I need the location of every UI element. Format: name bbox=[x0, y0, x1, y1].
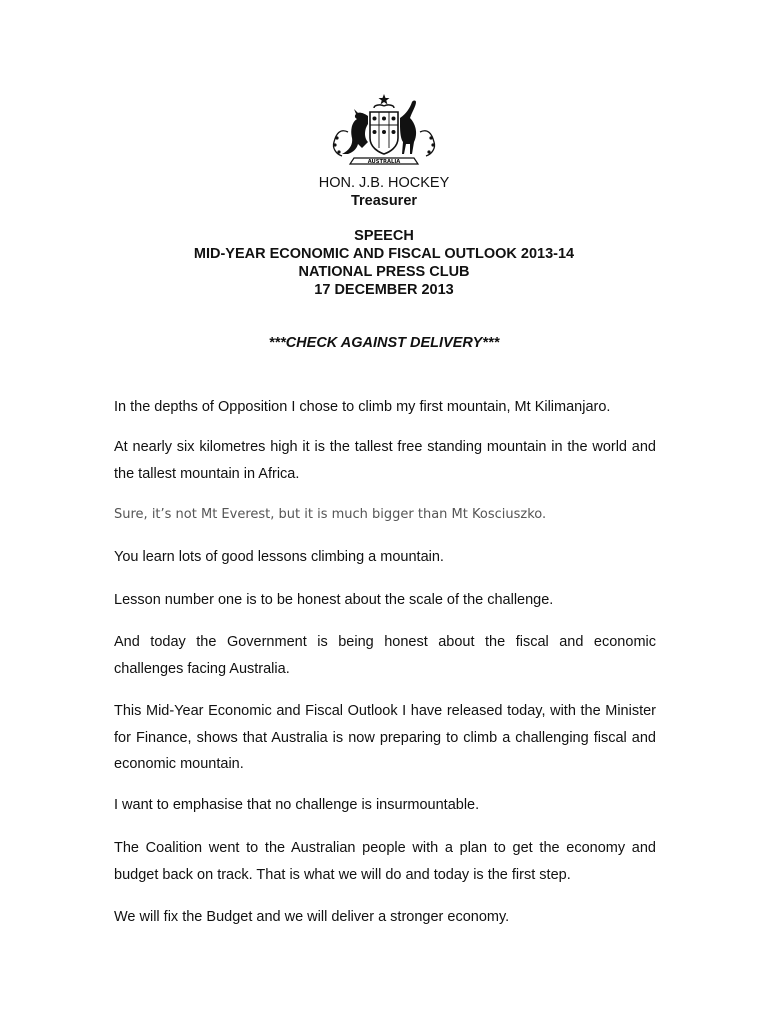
paragraph: This Mid-Year Economic and Fiscal Outlook I have released today, with the Minister for Finance, shows that Australia is now preparing to climb a challenging fiscal and economic mountain. bbox=[114, 703, 656, 772]
title-line-venue: NATIONAL PRESS CLUB bbox=[298, 264, 470, 280]
title-line-event: MID-YEAR ECONOMIC AND FISCAL OUTLOOK 2013-14 bbox=[193, 246, 575, 262]
paragraph: And today the Government is being honest about the fiscal and economic challenges facing Australia. bbox=[114, 634, 656, 677]
paragraph: You learn lots of good lessons climbing a mountain. bbox=[114, 549, 444, 565]
speaker-role: Treasurer bbox=[350, 193, 418, 209]
paragraph: We will fix the Budget and we will deliver a stronger economy. bbox=[114, 909, 510, 925]
title-line-date: 17 DECEMBER 2013 bbox=[314, 282, 454, 298]
speech-title-block bbox=[0, 227, 768, 299]
title-line-type: SPEECH bbox=[354, 228, 414, 244]
paragraph: Sure, it’s not Mt Everest, but it is much bigger than Mt Kosciuszko. bbox=[114, 507, 547, 522]
coat-of-arms-logo bbox=[328, 92, 440, 172]
crest-scroll-text: AUSTRALIA bbox=[367, 159, 401, 165]
paragraph: At nearly six kilometres high it is the tallest free standing mountain in the world and the tallest mountain in Africa. bbox=[114, 439, 656, 482]
paragraph: Lesson number one is to be honest about the scale of the challenge. bbox=[114, 592, 554, 608]
paragraph: The Coalition went to the Australian people with a plan to get the economy and budget back on track. That is what we will do and today is the first step. bbox=[114, 840, 656, 883]
paragraph: In the depths of Opposition I chose to climb my first mountain, Mt Kilimanjaro. bbox=[114, 399, 611, 415]
speaker-name: HON. J.B. HOCKEY bbox=[318, 175, 450, 191]
paragraph: I want to emphasise that no challenge is insurmountable. bbox=[114, 797, 480, 813]
check-against-delivery-note: ***CHECK AGAINST DELIVERY*** bbox=[268, 335, 500, 351]
